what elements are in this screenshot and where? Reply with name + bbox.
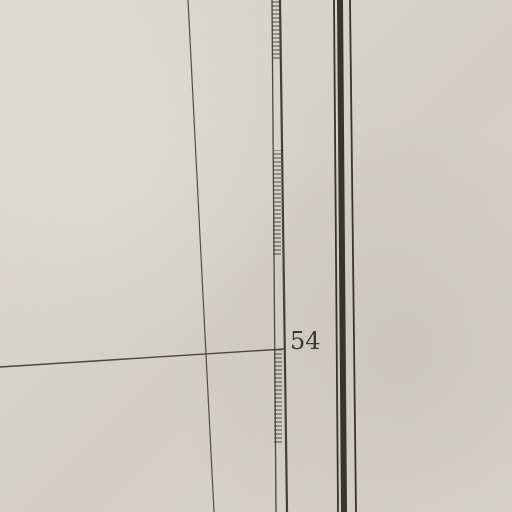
grid-number-label: 54 <box>290 327 321 355</box>
